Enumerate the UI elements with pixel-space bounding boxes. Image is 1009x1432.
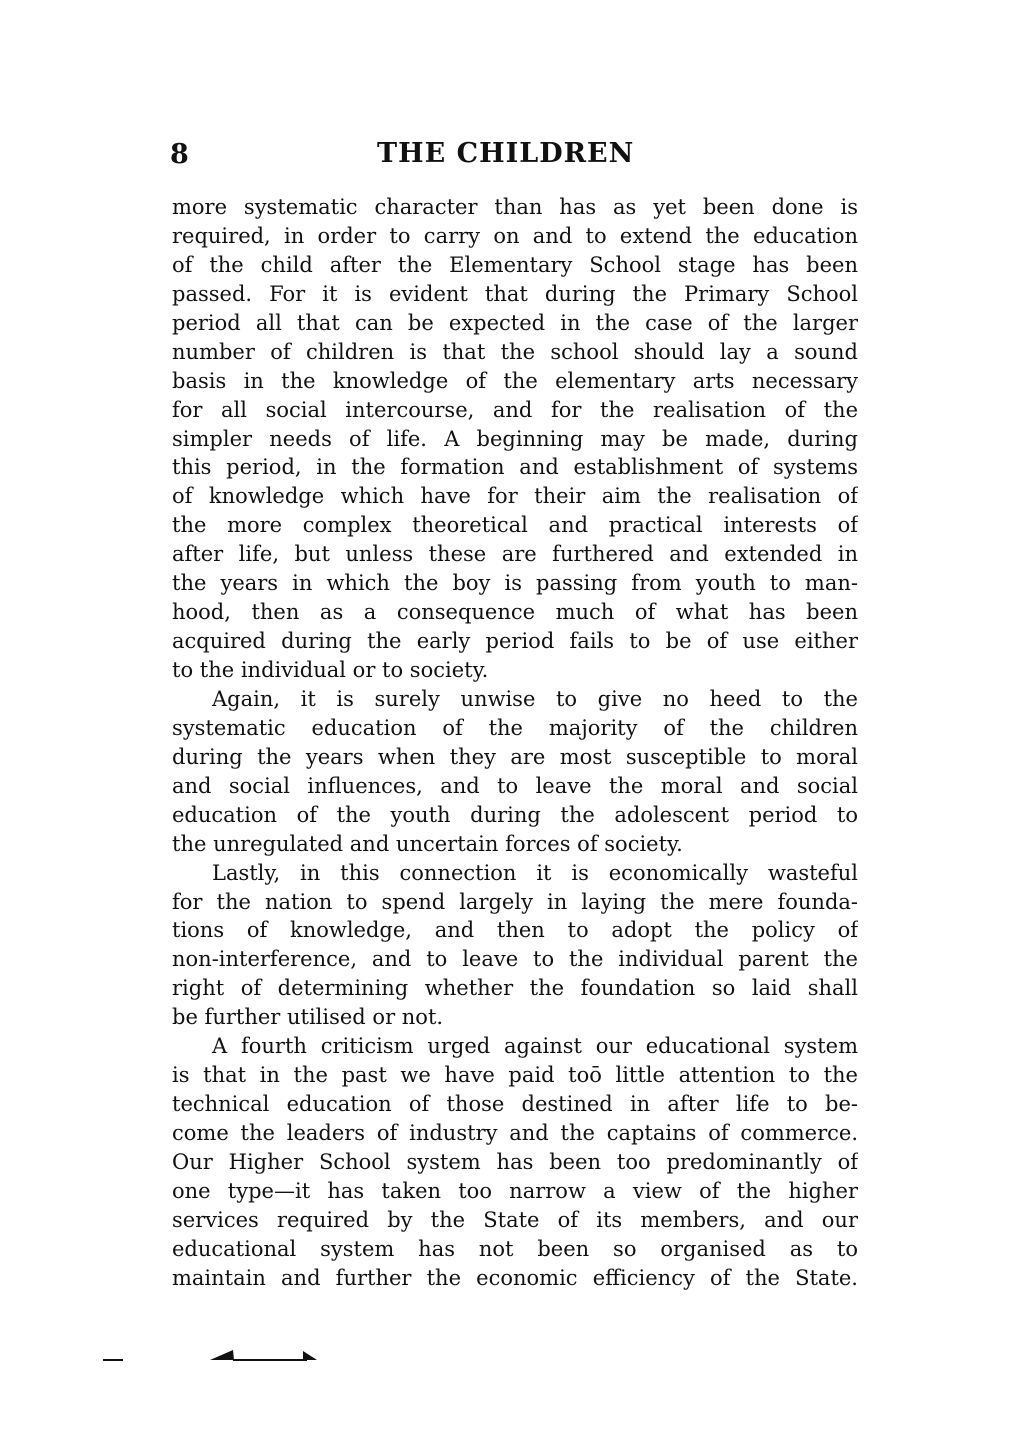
text-line: Lastly, in this connection it is economically wasteful <box>212 860 858 885</box>
text-line: during the years when they are most susceptible to moral <box>172 744 858 769</box>
right-triangle-mark <box>303 1351 317 1360</box>
text-line: of the child after the Elementary School stage has been <box>172 252 858 277</box>
running-title: THE CHILDREN <box>377 138 635 169</box>
text-line: the years in which the boy is passing from youth to man- <box>172 571 858 596</box>
text-line: Again, it is surely unwise to give no heed to the <box>212 686 858 711</box>
text-line: hood, then as a consequence much of what has been <box>172 600 858 625</box>
page-number: 8 <box>170 139 189 170</box>
text-line: services required by the State of its members, and our <box>172 1207 858 1232</box>
text-line: more systematic character than has as yet been done is <box>172 195 858 219</box>
text-line: required, in order to carry on and to extend the education <box>172 223 858 248</box>
text-line: for all social intercourse, and for the realisation of the <box>172 397 858 422</box>
text-line: is that in the past we have paid toō little attention to the <box>172 1063 858 1088</box>
text-line: technical education of those destined in after life to be- <box>172 1092 858 1117</box>
text-line: to the individual or to society. <box>172 658 489 682</box>
text-line: this period, in the formation and establishment of systems <box>172 455 858 480</box>
text-line: acquired during the early period fails to be of use either <box>172 629 858 654</box>
text-line: A fourth criticism urged against our educational system <box>212 1034 858 1059</box>
text-line: Our Higher School system has been too predominantly of <box>172 1149 858 1174</box>
text-line: maintain and further the economic efficiency of the State. <box>172 1265 858 1290</box>
text-line: passed. For it is evident that during the Primary School <box>172 281 858 306</box>
scan-artifact-marks <box>95 1338 325 1368</box>
text-line: systematic education of the majority of the children <box>172 715 858 740</box>
text-line: simpler needs of life. A beginning may be made, during <box>172 426 858 451</box>
text-line: and social influences, and to leave the moral and social <box>172 773 858 798</box>
text-line: for the nation to spend largely in laying the mere founda- <box>172 889 858 914</box>
text-line: be further utilised or not. <box>172 1005 444 1030</box>
text-line: the more complex theoretical and practical interests of <box>172 513 858 538</box>
text-line: one type—it has taken too narrow a view of the higher <box>172 1178 858 1203</box>
text-line: after life, but unless these are furthered and extended in <box>172 542 858 567</box>
text-line: period all that can be expected in the case of the larger <box>172 310 858 335</box>
text-line: tions of knowledge, and then to adopt the policy of <box>172 918 858 943</box>
text-line: education of the youth during the adolescent period to <box>172 802 858 827</box>
text-line: come the leaders of industry and the captains of commerce. <box>172 1121 858 1145</box>
left-triangle-mark <box>210 1350 234 1360</box>
text-line: right of determining whether the foundation so laid shall <box>172 976 858 1001</box>
text-line: number of children is that the school should lay a sound <box>172 339 858 364</box>
body-text <box>172 193 858 1293</box>
text-line: the unregulated and uncertain forces of society. <box>172 831 683 856</box>
text-line: basis in the knowledge of the elementary arts necessary <box>172 368 858 393</box>
text-line: non-interference, and to leave to the individual parent the <box>172 947 858 972</box>
text-line: educational system has not been so organised as to <box>172 1236 858 1261</box>
text-line: of knowledge which have for their aim the realisation of <box>172 484 858 509</box>
